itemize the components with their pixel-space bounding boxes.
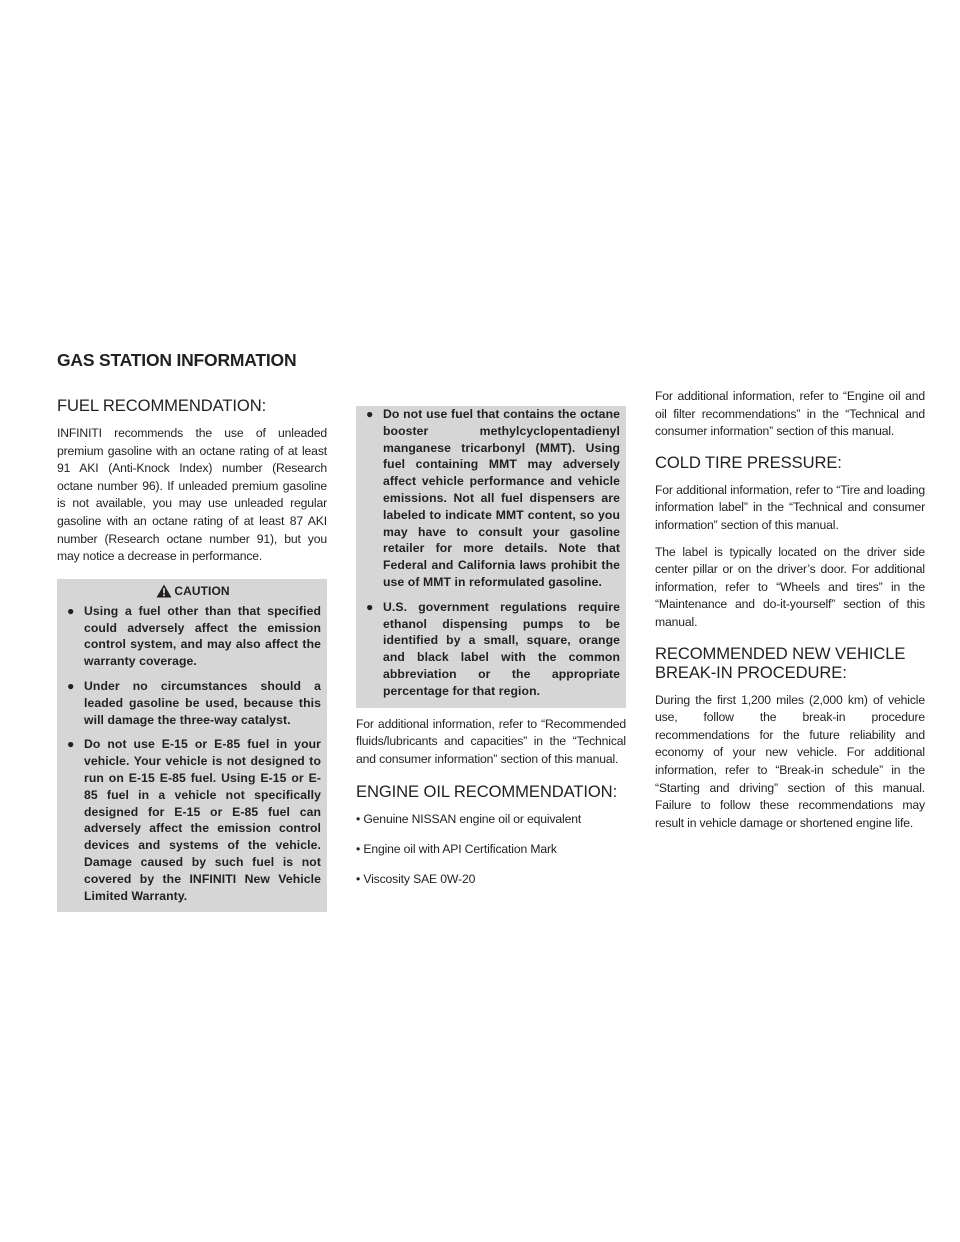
caution-box [57,579,327,913]
break-in-heading-line-2: BREAK-IN PROCEDURE: [655,662,847,682]
tire-pressure-text-2: The label is typically located on the driver side center pillar or on the driver’s door. For additional information, refer to “Wheels and tires” in the “Maintenance and do-it-yourself” section of this manual. [655,544,925,629]
column-3 [655,388,925,841]
bullet-icon: ● [67,678,75,693]
column-1 [57,396,327,912]
bullet-icon: ● [67,603,75,618]
break-in-text: During the first 1,200 miles (2,000 km) of vehicle use, follow the break-in procedure recommendations for the future reliability and economy of your new vehicle. For additional information, refer to “Break-in schedule” in the “Starting and driving” section of this manual. Failure to follow these recommendations may result in vehicle damage or shortened engine life. [655,692,925,830]
caution-item-text: U.S. government regulations require ethanol dispensing pumps to be identified by a small, square, orange and black label with the common abbreviation or the appropriate percentage for that region. [383,599,620,698]
engine-oil-item: • Viscosity SAE 0W-20 [356,871,476,886]
bullet-icon: ● [366,599,374,614]
fuel-recommendation-text: INFINITI recommends the use of unleaded premium gasoline with an octane rating of at least 91 AKI (Anti-Knock Index) number (Research octane number 96). If unleaded premium gasoline is not available, you may use unleaded regular gasoline with an octane rating of at least 87 AKI number (Research octane number 91), but you may notice a decrease in performance. [57,426,327,564]
engine-oil-item: • Engine oil with API Certification Mark [356,841,557,856]
break-in-heading-line-1: RECOMMENDED NEW VEHICLE [655,643,906,663]
tire-pressure-text-1: For additional information, refer to “Tire and loading information label” in the “Technical and consumer information” section of this manual. [655,482,925,532]
engine-oil-heading: ENGINE OIL RECOMMENDATION: [356,782,618,802]
caution-item [65,603,321,670]
warning-triangle-icon [156,584,172,598]
caution-item-text: Do not use fuel that contains the octane booster methylcyclopentadienyl manganese tricarbonyl (MMT). Using fuel containing MMT may adversely affect vehicle performance and vehicle emissions. Not all fuel dispensers are labeled to indicate MMT content, so you may have to consult your gasoline retailer for more details. Note that Federal and California laws prohibit the use of MMT in reformulated gasoline. [383,407,620,589]
break-in-heading [655,644,925,682]
caution-header [65,579,321,603]
section-title: GAS STATION INFORMATION [57,350,297,370]
engine-oil-item: • Genuine NISSAN engine oil or equivalent [356,812,582,827]
caution-item [364,599,620,700]
cold-tire-pressure-heading: COLD TIRE PRESSURE: [655,452,842,472]
caution-box-continued [356,406,626,708]
fuel-recommendation-heading: FUEL RECOMMENDATION: [57,396,267,415]
caution-item [364,406,620,591]
caution-item-text: Do not use E-15 or E-85 fuel in your vehicle. Your vehicle is not designed to run on E-15 E-85 fuel. Using E-15 or E-85 fuel in a vehicle not specifically designed for E-15 or E-85 fuel can adversely affect the emission control devices and systems of the vehicle. Damage caused by such fuel is not covered by the INFINITI New Vehicle Limited Warranty. [84,737,321,903]
bullet-icon: ● [366,407,374,421]
caution-item-text: Using a fuel other than that specified could adversely affect the emission control system, and may also affect the warranty coverage. [84,603,321,669]
engine-oil-reference-text: For additional information, refer to “Engine oil and oil filter recommendations” in the “Technical and consumer information” section of this manual. [655,389,925,439]
caution-item-text: Under no circumstances should a leaded gasoline be used, because this will damage the three-way catalyst. [84,678,321,727]
caution-label: CAUTION [174,583,230,598]
bullet-icon: ● [67,737,75,752]
column-2 [356,406,626,900]
fluids-reference-text: For additional information, refer to “Recommended fluids/lubricants and capacities” in the “Technical and consumer information” section of this manual. [356,716,626,766]
caution-item [65,678,321,728]
caution-item [65,736,321,904]
